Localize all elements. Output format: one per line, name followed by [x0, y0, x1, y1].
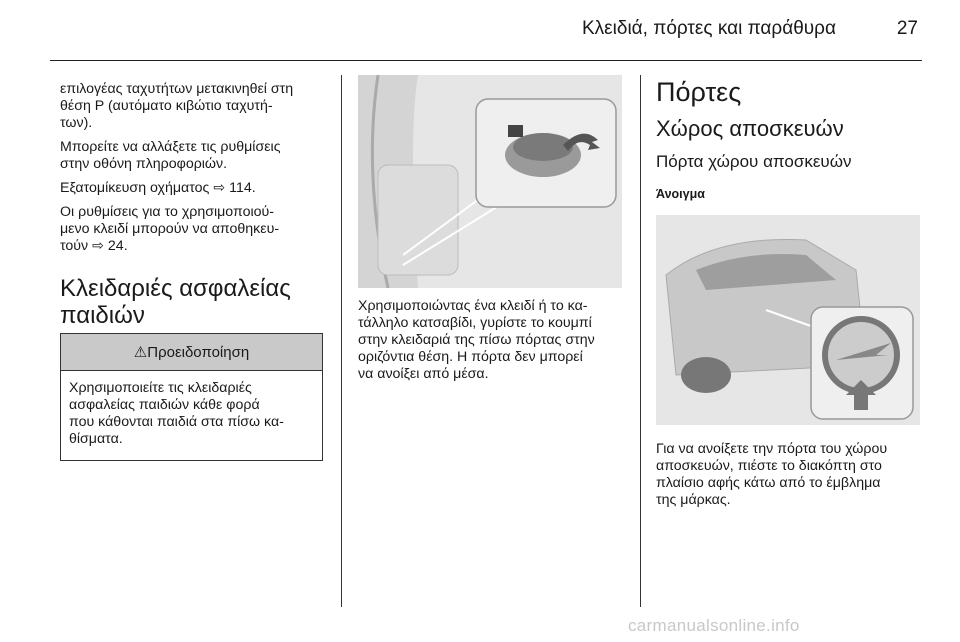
topic-heading: Άνοιγμα — [656, 187, 705, 201]
column-divider — [640, 75, 641, 607]
right-column-text — [656, 441, 931, 509]
child-lock-illustration — [358, 75, 622, 288]
warning-icon: ⚠ — [133, 344, 148, 361]
heading-line: παιδιών — [60, 302, 145, 329]
text-line: Οι ρυθμίσεις για το χρησιμοποιού- — [60, 204, 274, 220]
text-line: στην οθόνη πληροφοριών. — [60, 156, 228, 172]
text-line: Εξατομίκευση οχήματος ⇨ 114. — [60, 180, 256, 196]
paragraph — [60, 204, 330, 255]
paragraph — [60, 81, 330, 132]
text-line: Χρησιμοποιώντας ένα κλειδί ή το κα- — [358, 298, 588, 314]
paragraph — [60, 139, 330, 173]
text-line: επιλογέας ταχυτήτων μετακινηθεί στη — [60, 81, 294, 97]
text-line: που κάθονται παιδιά στα πίσω κα- — [69, 414, 284, 430]
warning-title: Προειδοποίηση — [147, 344, 250, 361]
text-line: των). — [60, 115, 93, 131]
text-line: θίσματα. — [69, 431, 123, 447]
left-column — [60, 81, 330, 329]
text-line: τάλληλο κατσαβίδι, γυρίστε το κουμπί — [358, 315, 592, 331]
text-line: στην κλειδαριά της πίσω πόρτας στην — [358, 332, 595, 348]
subsection-heading: Πόρτα χώρου αποσκευών — [656, 152, 852, 171]
text-line: Μπορείτε να αλλάξετε τις ρυθμίσεις — [60, 139, 281, 155]
heading-line: Κλειδαριές ασφαλείας — [60, 275, 291, 302]
text-line: Χρησιμοποιείτε τις κλειδαριές — [69, 380, 252, 396]
warning-header — [61, 334, 322, 371]
text-line: ασφαλείας παιδιών κάθε φορά — [69, 397, 260, 413]
text-line: θέση P (αυτόματο κιβώτιο ταχυτή- — [60, 98, 273, 114]
middle-column-caption — [358, 298, 633, 383]
page-number: 27 — [896, 18, 918, 39]
right-column — [656, 76, 926, 202]
chapter-heading: Πόρτες — [656, 77, 742, 107]
section-heading — [60, 275, 330, 329]
text-line: Για να ανοίξετε την πόρτα του χώρου — [656, 441, 888, 457]
text-line: οριζόντια θέση. Η πόρτα δεν μπορεί — [358, 349, 583, 365]
text-line: μενο κλειδί μπορούν να αποθηκευ- — [60, 221, 280, 237]
cross-reference[interactable] — [60, 180, 330, 197]
text-line: να ανοίξει από μέσα. — [358, 366, 489, 382]
section-heading: Χώρος αποσκευών — [656, 116, 844, 141]
text-line: τούν ⇨ 24. — [60, 238, 128, 254]
chapter-title: Κλειδιά, πόρτες και παράθυρα — [582, 18, 836, 39]
text-line: της μάρκας. — [656, 492, 731, 508]
text-line: αποσκευών, πιέστε το διακόπτη στο — [656, 458, 882, 474]
warning-box — [60, 333, 323, 461]
header-rule — [50, 60, 922, 61]
warning-body — [61, 371, 322, 457]
column-divider — [341, 75, 342, 607]
watermark: carmanualsonline.info — [628, 616, 800, 635]
text-line: πλαίσιο αφής κάτω από το έμβλημα — [656, 475, 881, 491]
tailgate-illustration — [656, 215, 920, 425]
